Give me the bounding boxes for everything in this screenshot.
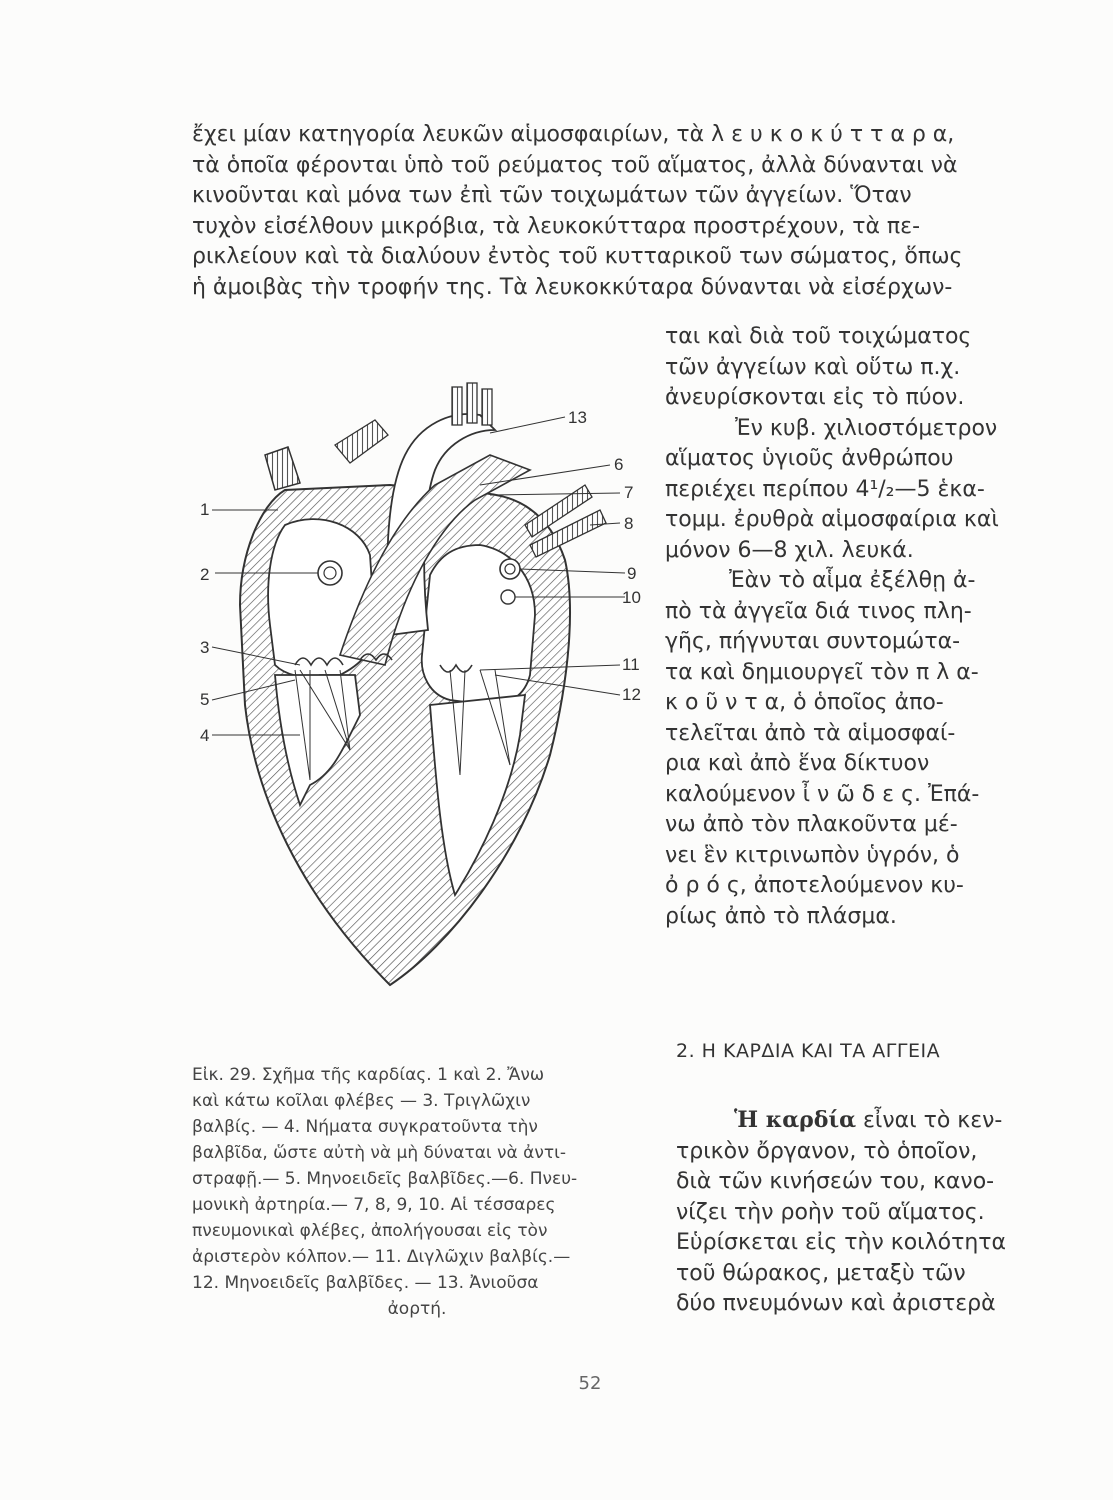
text-line: καλούμενον ἶ ν ῶ δ ε ς. Ἐπά-: [665, 781, 980, 807]
page-number: 52: [578, 1373, 602, 1394]
label-2: 2: [200, 565, 210, 584]
heart-diagram: [190, 375, 660, 1000]
text-line: τελεῖται ἀπὸ τὰ αἱμοσφαί-: [665, 720, 956, 746]
label-1: 1: [200, 500, 210, 519]
text-line: περιέχει περίπου 4¹/₂—5 ἑκα-: [665, 476, 985, 502]
label-7: 7: [624, 483, 634, 502]
text-line: τρικὸν ὄργανον, τὸ ὁποῖον,: [676, 1138, 978, 1164]
text-line: αἵματος ὑγιοῦς ἀνθρώπου: [665, 446, 954, 471]
caption-line: ἀορτή.: [387, 1299, 447, 1319]
aorta-branch: [467, 383, 477, 423]
text-line: ἔχει μίαν κατηγορία λευκῶν αἱμοσφαιρίων, τὰ λ ε υ κ ο κ ύ τ τ α ρ α,: [192, 122, 955, 147]
label-9: 9: [627, 564, 637, 583]
label-8: 8: [624, 514, 634, 533]
top-paragraph: [192, 120, 1032, 303]
heart-paragraph: [676, 1105, 1036, 1320]
figure-caption: [192, 1062, 642, 1322]
label-12: 12: [622, 685, 641, 704]
label-11: 11: [622, 655, 640, 674]
text-line: πὸ τὰ ἀγγεῖα διά τινος πλη-: [665, 598, 972, 624]
text-line: νίζει τὴν ροὴν τοῦ αἵματος.: [676, 1199, 985, 1225]
text-line: ἀνευρίσκονται εἰς τὸ πύον.: [665, 385, 965, 410]
label-5: 5: [200, 690, 210, 709]
text-line: κ ο ῦ ν τ α, ὁ ὁποῖος ἀπο-: [665, 690, 944, 715]
section-heading: 2. Η ΚΑΡΔΙΑ ΚΑΙ ΤΑ ΑΓΓΕΙΑ: [676, 1040, 941, 1062]
right-column-text: [665, 322, 1035, 932]
caption-line: καὶ κάτω κοῖλαι φλέβες — 3. Τριγλῶχιν: [192, 1091, 531, 1111]
label-4: 4: [200, 726, 210, 745]
text-line: [676, 1105, 1036, 1137]
caption-line: βαλβίς. — 4. Νήματα συγκρατοῦντα τὴν: [192, 1117, 538, 1137]
aorta-branch: [452, 387, 462, 425]
caption-line: μονικὴ ἀρτηρία.— 7, 8, 9, 10. Αἱ τέσσαρες: [192, 1195, 556, 1215]
vein-opening: [500, 559, 520, 579]
text-line: ἡ ἀμοιβὰς τὴν τροφήν της. Τὰ λευκοκκύταρα δύνανται νὰ εἰσέρχων-: [192, 274, 953, 300]
text-line: ὀ ρ ό ς, ἀποτελούμενον κυ-: [665, 873, 964, 898]
text-line: τα καὶ δημιουργεῖ τὸν π λ α-: [665, 659, 979, 685]
text-line: διὰ τῶν κινήσεών του, κανο-: [676, 1169, 995, 1194]
text-line: γῆς, πήγνυται συντομώτα-: [665, 629, 961, 654]
text-line: ρια καὶ ἀπὸ ἕνα δίκτυον: [665, 751, 930, 776]
text-line: νει ἓν κιτρινωπὸν ὑγρόν, ὁ: [665, 842, 960, 868]
text-line: τῶν ἀγγείων καὶ οὕτω π.χ.: [665, 354, 961, 380]
text-line: Ἐὰν τὸ αἷμα ἐξέλθῃ ἀ-: [729, 568, 976, 593]
label-13: 13: [568, 408, 587, 427]
left-vessel: [335, 420, 388, 463]
text-line: τυχὸν εἰσέλθουν μικρόβια, τὰ λευκοκύτταρα προστρέχουν, τὰ πε-: [192, 213, 921, 239]
bold-term: Ἡ καρδία: [734, 1107, 857, 1133]
label-6: 6: [614, 455, 624, 474]
text-line: ρίως ἀπὸ τὸ πλάσμα.: [665, 903, 897, 929]
caption-line: ἀριστερὸν κόλπον.— 11. Διγλῶχιν βαλβίς.—: [192, 1247, 571, 1267]
text-line: μόνον 6—8 χιλ. λευκά.: [665, 537, 914, 563]
caption-line: βαλβῖδα, ὥστε αὐτὴ νὰ μὴ δύναται νὰ ἀντι-: [192, 1143, 566, 1163]
label-3: 3: [200, 638, 210, 657]
text-line: ρικλείουν καὶ τὰ διαλύουν ἐντὸς τοῦ κυτταρικοῦ των σώματος, ὅπως: [192, 244, 963, 269]
text-line: Εὑρίσκεται εἰς τὴν κοιλότητα: [676, 1230, 1007, 1255]
text-line: νω ἀπὸ τὸν πλακοῦντα μέ-: [665, 812, 958, 837]
text-line: τομμ. ἐρυθρὰ αἱμοσφαίρια καὶ: [665, 507, 999, 532]
text-line: τοῦ θώρακος, μεταξὺ τῶν: [676, 1260, 966, 1286]
caption-line: 12. Μηνοειδεῖς βαλβῖδες. — 13. Ἀνιοῦσα: [192, 1273, 539, 1293]
text-fragment: εἶναι τὸ κεν-: [856, 1108, 1003, 1133]
text-line: τὰ ὁποῖα φέρονται ὑπὸ τοῦ ρεύματος τοῦ αἵματος, ἀλλὰ δύνανται νὰ: [192, 152, 958, 178]
aorta-branch: [482, 389, 492, 425]
caption-line: στραφῇ.— 5. Μηνοειδεῖς βαλβῖδες.—6. Πνευ-: [192, 1169, 578, 1189]
label-10: 10: [622, 588, 641, 607]
text-line: ται καὶ διὰ τοῦ τοιχώματος: [665, 324, 972, 349]
vein-opening: [501, 590, 515, 604]
caption-line: πνευμονικαὶ φλέβες, ἀπολήγουσαι εἰς τὸν: [192, 1221, 548, 1241]
caption-line: Εἰκ. 29. Σχῆμα τῆς καρδίας. 1 καὶ 2. Ἄνω: [192, 1065, 545, 1085]
vein-opening: [318, 561, 342, 585]
text-line: δύο πνευμόνων καὶ ἀριστερὰ: [676, 1291, 996, 1316]
text-line: Ἐν κυβ. χιλιοστόμετρον: [735, 415, 998, 441]
text-line: κινοῦνται καὶ μόνα των ἐπὶ τῶν τοιχωμάτων τῶν ἀγγείων. Ὅταν: [192, 183, 912, 208]
superior-vena-cava: [265, 447, 300, 490]
